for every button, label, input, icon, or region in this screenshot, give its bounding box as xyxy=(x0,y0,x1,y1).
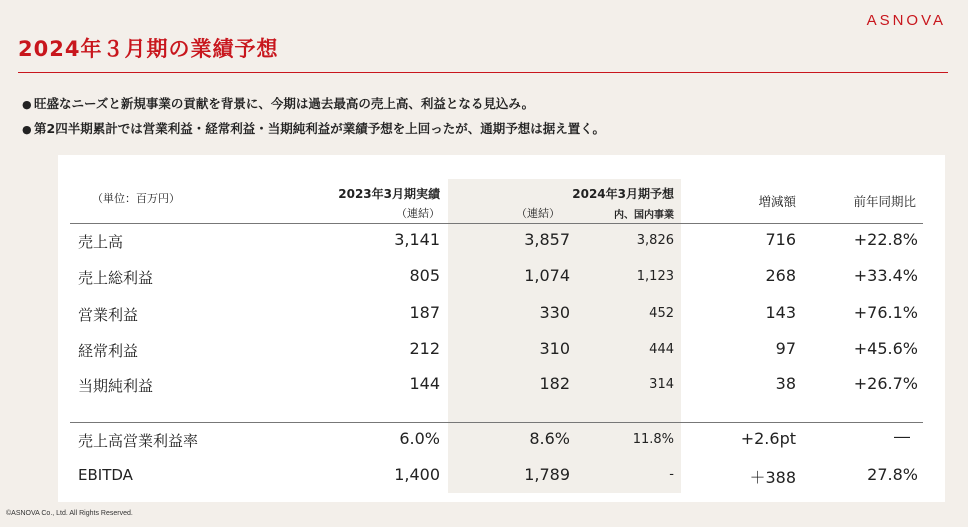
row-label-operating-margin: 売上高営業利益率 xyxy=(78,432,199,450)
cell-domestic: - xyxy=(669,467,674,482)
cell-forecast: 182 xyxy=(539,374,570,393)
cell-actual: 212 xyxy=(409,339,440,358)
cell-domestic: 314 xyxy=(649,377,674,392)
cell-forecast: 3,857 xyxy=(524,230,570,249)
row-label-operating-profit: 営業利益 xyxy=(78,306,139,324)
forecast-column-sub: （連結） xyxy=(516,207,560,220)
cell-yoy: 27.8% xyxy=(867,465,918,484)
title-divider xyxy=(18,72,948,73)
cell-domestic: 3,826 xyxy=(636,233,674,248)
unit-label: （単位：百万円） xyxy=(92,192,180,205)
brand-logo: ASNOVA xyxy=(866,12,946,29)
yoy-column-title: 前年同期比 xyxy=(853,194,916,209)
cell-actual: 1,400 xyxy=(394,465,440,484)
cell-change: 268 xyxy=(765,266,796,285)
cell-yoy: ― xyxy=(894,427,910,446)
row-label-sales: 売上高 xyxy=(78,233,124,251)
summary-bullets xyxy=(22,92,605,142)
cell-change: 38 xyxy=(775,374,796,393)
cell-change: 716 xyxy=(765,230,796,249)
cell-forecast: 330 xyxy=(539,303,570,322)
cell-yoy: +33.4% xyxy=(853,266,918,285)
domestic-column-sub: 内、国内事業 xyxy=(614,210,674,221)
actual-column-sub: （連結） xyxy=(396,207,440,220)
row-label-ordinary-profit: 経常利益 xyxy=(78,342,139,360)
cell-forecast: 1,789 xyxy=(524,465,570,484)
cell-domestic: 11.8% xyxy=(632,432,674,447)
cell-domestic: 444 xyxy=(649,342,674,357)
cell-yoy: +26.7% xyxy=(853,374,918,393)
bullet-dot-icon: ● xyxy=(22,123,32,136)
bullet-text: 第2四半期累計では営業利益・経常利益・当期純利益が業績予想を上回ったが、通期予想は据え置く。 xyxy=(34,121,605,136)
copyright-footer: ©ASNOVA Co., Ltd. All Rights Reserved. xyxy=(6,510,133,517)
section-divider xyxy=(70,422,923,423)
change-column-title: 増減額 xyxy=(758,194,796,209)
cell-domestic: 452 xyxy=(649,306,674,321)
cell-actual: 144 xyxy=(409,374,440,393)
row-label-ebitda: EBITDA xyxy=(78,466,133,484)
bullet-item xyxy=(22,92,605,117)
cell-yoy: +45.6% xyxy=(853,339,918,358)
cell-domestic: 1,123 xyxy=(636,269,674,284)
bullet-text: 旺盛なニーズと新規事業の貢献を背景に、今期は過去最高の売上高、利益となる見込み。 xyxy=(34,96,535,111)
cell-actual: 805 xyxy=(409,266,440,285)
cell-change: ＋388 xyxy=(749,468,796,487)
forecast-column-title: 2024年3月期予想 xyxy=(572,187,674,201)
page-title: 2024年３月期の業績予想 xyxy=(18,37,279,61)
bullet-dot-icon: ● xyxy=(22,98,32,111)
cell-actual: 187 xyxy=(409,303,440,322)
cell-yoy: +22.8% xyxy=(853,230,918,249)
cell-actual: 3,141 xyxy=(394,230,440,249)
cell-forecast: 1,074 xyxy=(524,266,570,285)
cell-change: 97 xyxy=(775,339,796,358)
cell-change: 143 xyxy=(765,303,796,322)
header-divider xyxy=(70,223,923,224)
bullet-item xyxy=(22,117,605,142)
cell-forecast: 310 xyxy=(539,339,570,358)
cell-change: +2.6pt xyxy=(740,429,796,448)
cell-forecast: 8.6% xyxy=(529,429,570,448)
row-label-net-profit: 当期純利益 xyxy=(78,377,154,395)
cell-actual: 6.0% xyxy=(399,429,440,448)
row-label-gross-profit: 売上総利益 xyxy=(78,269,154,287)
cell-yoy: +76.1% xyxy=(853,303,918,322)
actual-column-title: 2023年3月期実績 xyxy=(338,187,440,201)
